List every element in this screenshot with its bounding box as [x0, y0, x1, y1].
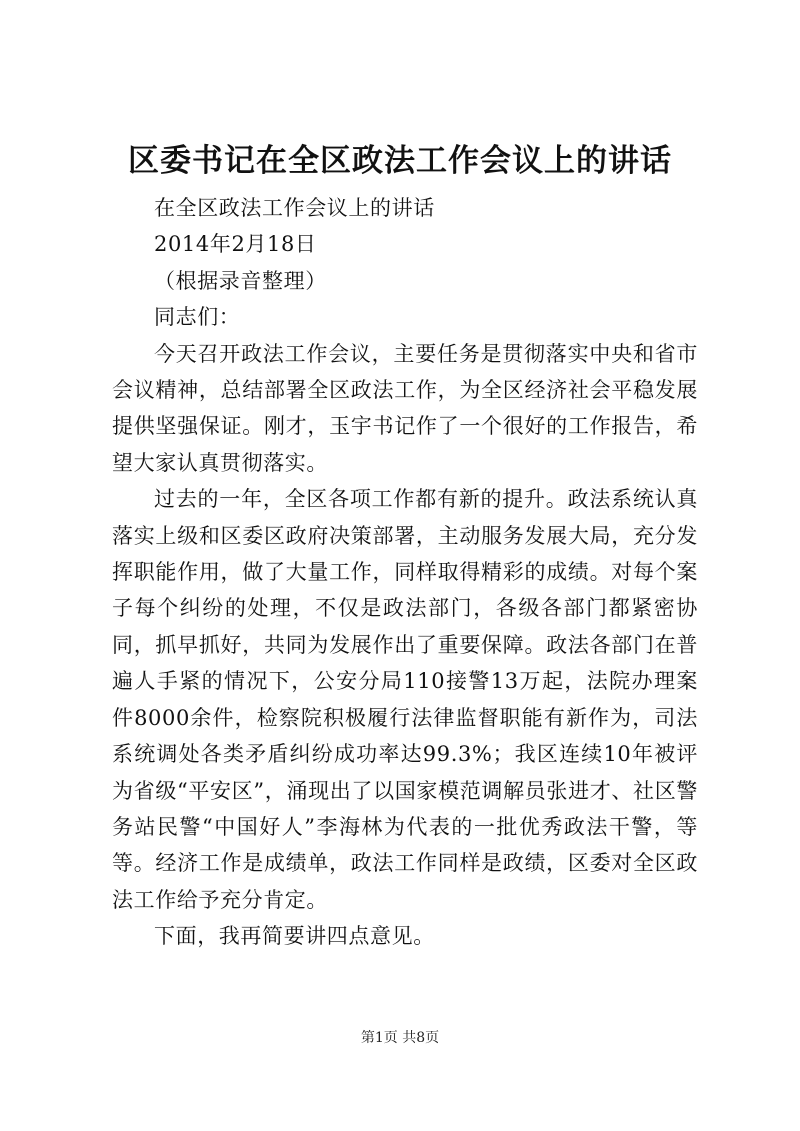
subtitle-line: 在全区政法工作会议上的讲话 — [154, 196, 435, 220]
paragraph-intro: 今天召开政法工作会议，主要任务是贯彻落实中央和省市会议精神，总结部署全区政法工作，为全区经济社会平稳发展提供坚强保证。刚才，玉宇书记作了一个很好的工作报告，希望大家认真贯彻落实。 — [112, 341, 698, 475]
document-body — [112, 190, 698, 955]
paragraph-transition: 下面，我再简要讲四点意见。 — [154, 924, 435, 949]
document-title: 区委书记在全区政法工作会议上的讲话 — [128, 143, 672, 179]
salutation-line: 同志们： — [154, 305, 241, 330]
date-line: 2014年2月18日 — [154, 232, 317, 257]
note-line: （根据录音整理） — [154, 268, 327, 293]
paragraph-review: 过去的一年，全区各项工作都有新的提升。政法系统认真落实上级和区委区政府决策部署，主动服务发展大局，充分发挥职能作用，做了大量工作，同样取得精彩的成绩。对每个案子每个纠纷的处理，不仅是政法部门，各级各部门都紧密协同，抓早抓好，共同为发展作出了重要保障。政法各部门在普遍人手紧的情况下，公安分局110接警13万起，法院办理案件8000余件，检察院积极履行法律监督职能有新作为，司法系统调处各类矛盾纠纷成功率达99.3%；我区连续10年被评为省级“平安区”，涌现出了以国家模范调解员张进才、社区警务站民警“中国好人”李海林为代表的一批优秀政法干警，等等。经济工作是成绩单，政法工作同样是政绩，区委对全区政法工作给予充分肯定。 — [112, 487, 698, 912]
page-footer: 第1页 共8页 — [360, 1030, 440, 1046]
